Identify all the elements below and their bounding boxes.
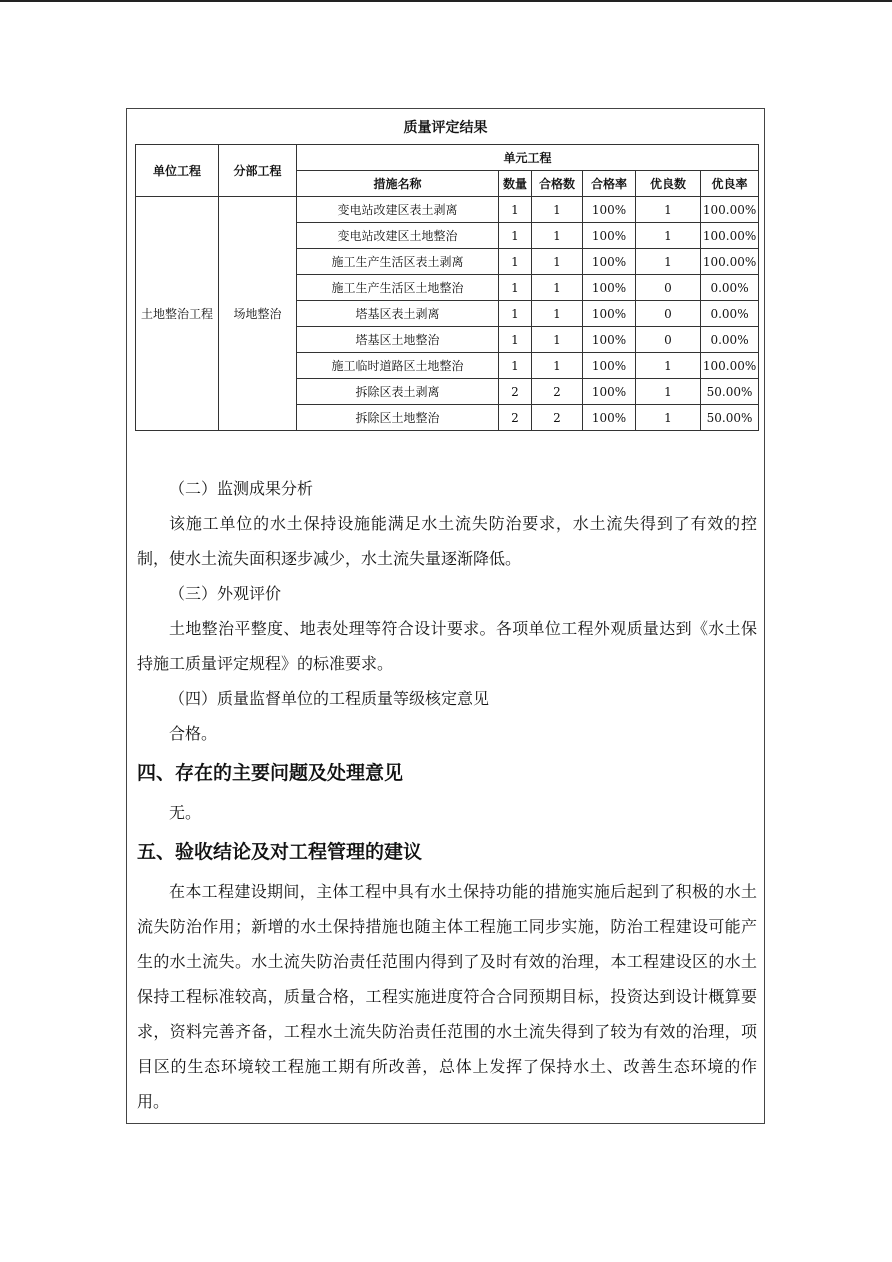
cell-excellent: 0 <box>636 301 701 327</box>
top-border-line <box>0 0 892 2</box>
cell-excellent-rate: 100.00% <box>701 197 759 223</box>
cell-qualified-rate: 100% <box>583 223 636 249</box>
sub2-heading: （二）监测成果分析 <box>169 479 314 498</box>
cell-count: 1 <box>499 275 532 301</box>
cell-excellent-rate: 0.00% <box>701 327 759 353</box>
cell-excellent: 0 <box>636 327 701 353</box>
cell-excellent-rate: 100.00% <box>701 249 759 275</box>
cell-excellent-rate: 100.00% <box>701 353 759 379</box>
sub-project-cell: 场地整治 <box>219 197 297 431</box>
cell-measure: 变电站改建区土地整治 <box>297 223 499 249</box>
cell-excellent-rate: 0.00% <box>701 275 759 301</box>
header-count: 数量 <box>499 171 532 197</box>
header-sub-project: 分部工程 <box>219 145 297 197</box>
header-excellent-rate: 优良率 <box>701 171 759 197</box>
cell-measure: 拆除区土地整治 <box>297 405 499 431</box>
cell-qualified: 1 <box>532 327 583 353</box>
sub4-heading: （四）质量监督单位的工程质量等级核定意见 <box>169 689 490 708</box>
cell-count: 2 <box>499 379 532 405</box>
cell-count: 1 <box>499 223 532 249</box>
cell-excellent-rate: 0.00% <box>701 301 759 327</box>
header-qualified: 合格数 <box>532 171 583 197</box>
cell-excellent: 1 <box>636 249 701 275</box>
cell-excellent: 0 <box>636 275 701 301</box>
cell-qualified-rate: 100% <box>583 327 636 353</box>
cell-qualified: 1 <box>532 223 583 249</box>
cell-count: 1 <box>499 353 532 379</box>
cell-qualified-rate: 100% <box>583 301 636 327</box>
cell-excellent-rate: 50.00% <box>701 379 759 405</box>
sub4-text: 合格。 <box>169 724 218 743</box>
cell-qualified-rate: 100% <box>583 379 636 405</box>
cell-measure: 施工临时道路区土地整治 <box>297 353 499 379</box>
cell-qualified: 1 <box>532 275 583 301</box>
cell-measure: 施工生产生活区表土剥离 <box>297 249 499 275</box>
sub3-text: 土地整治平整度、地表处理等符合设计要求。各项单位工程外观质量达到《水土保持施工质量评定规程》的标准要求。 <box>137 619 757 673</box>
cell-qualified: 1 <box>532 197 583 223</box>
cell-qualified-rate: 100% <box>583 353 636 379</box>
document-frame <box>126 108 765 1124</box>
section4-text: 无。 <box>169 803 202 822</box>
body-content <box>137 471 757 1119</box>
cell-qualified: 1 <box>532 301 583 327</box>
section5-heading: 五、验收结论及对工程管理的建议 <box>137 841 423 863</box>
sub2-text: 该施工单位的水土保持设施能满足水土流失防治要求，水土流失得到了有效的控制，使水土流失面积逐步减少，水土流失量逐渐降低。 <box>137 514 757 568</box>
cell-qualified: 2 <box>532 379 583 405</box>
cell-qualified: 1 <box>532 249 583 275</box>
cell-measure: 施工生产生活区土地整治 <box>297 275 499 301</box>
cell-measure: 塔基区表土剥离 <box>297 301 499 327</box>
cell-count: 1 <box>499 327 532 353</box>
cell-excellent: 1 <box>636 197 701 223</box>
sub3-heading: （三）外观评价 <box>169 584 282 603</box>
cell-qualified-rate: 100% <box>583 405 636 431</box>
cell-qualified-rate: 100% <box>583 249 636 275</box>
header-unit-project: 单位工程 <box>136 145 219 197</box>
cell-excellent: 1 <box>636 379 701 405</box>
table-title: 质量评定结果 <box>403 120 488 136</box>
cell-qualified-rate: 100% <box>583 197 636 223</box>
quality-table <box>135 144 759 431</box>
cell-excellent: 1 <box>636 405 701 431</box>
unit-project-cell: 土地整治工程 <box>136 197 219 431</box>
cell-count: 1 <box>499 249 532 275</box>
cell-excellent-rate: 100.00% <box>701 223 759 249</box>
cell-measure: 变电站改建区表土剥离 <box>297 197 499 223</box>
header-qualified-rate: 合格率 <box>583 171 636 197</box>
cell-excellent: 1 <box>636 353 701 379</box>
cell-count: 1 <box>499 197 532 223</box>
header-excellent: 优良数 <box>636 171 701 197</box>
cell-count: 1 <box>499 301 532 327</box>
section4-heading: 四、存在的主要问题及处理意见 <box>137 762 404 784</box>
cell-excellent-rate: 50.00% <box>701 405 759 431</box>
cell-excellent: 1 <box>636 223 701 249</box>
cell-count: 2 <box>499 405 532 431</box>
section5-text: 在本工程建设期间，主体工程中具有水土保持功能的措施实施后起到了积极的水土流失防治作用；新增的水土保持措施也随主体工程施工同步实施，防治工程建设可能产生的水土流失。水土流失防治责任范围内得到了及时有效的治理，本工程建设区的水土保持工程标准较高，质量合格，工程实施进度符合合同预期目标，投资达到设计概算要求，资料完善齐备，工程水土流失防治责任范围的水土流失得到了较为有效的治理，项目区的生态环境较工程施工期有所改善，总体上发挥了保持水土、改善生态环境的作用。 <box>137 882 757 1111</box>
cell-measure: 拆除区表土剥离 <box>297 379 499 405</box>
header-cell-project: 单元工程 <box>297 145 759 171</box>
cell-qualified: 1 <box>532 353 583 379</box>
cell-measure: 塔基区土地整治 <box>297 327 499 353</box>
header-measure: 措施名称 <box>297 171 499 197</box>
table-row <box>136 197 759 223</box>
cell-qualified: 2 <box>532 405 583 431</box>
cell-qualified-rate: 100% <box>583 275 636 301</box>
